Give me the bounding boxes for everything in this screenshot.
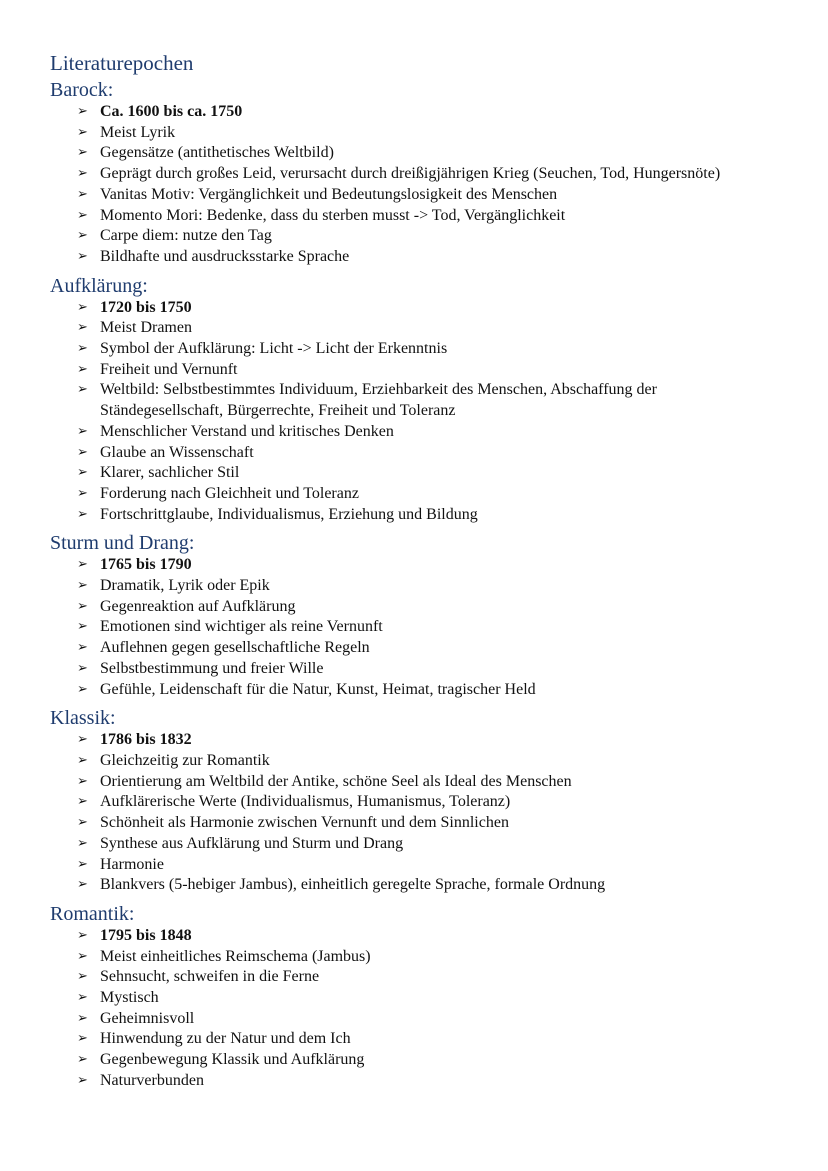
list-item: ➢ Gefühle, Leidenschaft für die Natur, Kunst, Heimat, tragischer Held bbox=[50, 680, 790, 701]
list-item: ➢ Menschlicher Verstand und kritisches Denken bbox=[50, 422, 790, 443]
list-item: ➢ Aufklärerische Werte (Individualismus, Humanismus, Toleranz) bbox=[50, 792, 790, 813]
list-item: ➢ Geprägt durch großes Leid, verursacht durch dreißigjährigen Krieg (Seuchen, Tod, Hungersnöte) bbox=[50, 164, 790, 185]
list-item: ➢ Momento Mori: Bedenke, dass du sterben musst -> Tod, Vergänglichkeit bbox=[50, 206, 790, 227]
arrowhead-bullet-icon: ➢ bbox=[77, 145, 88, 161]
arrowhead-bullet-icon: ➢ bbox=[77, 619, 88, 635]
list-item: ➢ Sehnsucht, schweifen in die Ferne bbox=[50, 967, 790, 988]
list-item: ➢ Hinwendung zu der Natur und dem Ich bbox=[50, 1029, 790, 1050]
bullet-list bbox=[50, 555, 790, 700]
document-page bbox=[50, 50, 790, 1098]
arrowhead-bullet-icon: ➢ bbox=[77, 877, 88, 893]
arrowhead-bullet-icon: ➢ bbox=[77, 382, 88, 398]
list-item: ➢ 1795 bis 1848 bbox=[50, 926, 790, 947]
list-item: ➢ Gleichzeitig zur Romantik bbox=[50, 751, 790, 772]
list-item: ➢ Schönheit als Harmonie zwischen Vernunft und dem Sinnlichen bbox=[50, 813, 790, 834]
list-item: ➢ 1765 bis 1790 bbox=[50, 555, 790, 576]
arrowhead-bullet-icon: ➢ bbox=[77, 969, 88, 985]
list-item: ➢ Fortschrittglaube, Individualismus, Erziehung und Bildung bbox=[50, 505, 790, 526]
list-item: ➢ 1720 bis 1750 bbox=[50, 298, 790, 319]
section-heading: Klassik: bbox=[50, 707, 116, 730]
list-item: ➢ Gegenbewegung Klassik und Aufklärung bbox=[50, 1050, 790, 1071]
section-heading: Romantik: bbox=[50, 902, 135, 925]
bullet-list bbox=[50, 102, 790, 268]
arrowhead-bullet-icon: ➢ bbox=[77, 248, 88, 264]
arrowhead-bullet-icon: ➢ bbox=[77, 320, 88, 336]
list-item: ➢ Carpe diem: nutze den Tag bbox=[50, 226, 790, 247]
list-item: ➢ Auflehnen gegen gesellschaftliche Regeln bbox=[50, 638, 790, 659]
section-barock bbox=[50, 78, 790, 268]
list-item-continuation: Ständegesellschaft, Bürgerrechte, Freiheit und Toleranz bbox=[100, 402, 456, 420]
arrowhead-bullet-icon: ➢ bbox=[77, 598, 88, 614]
arrowhead-bullet-icon: ➢ bbox=[77, 835, 88, 851]
arrowhead-bullet-icon: ➢ bbox=[77, 444, 88, 460]
list-item: ➢ Naturverbunden bbox=[50, 1071, 790, 1092]
section-romantik bbox=[50, 902, 790, 1092]
list-item: ➢ Dramatik, Lyrik oder Epik bbox=[50, 576, 790, 597]
arrowhead-bullet-icon: ➢ bbox=[77, 1052, 88, 1068]
arrowhead-bullet-icon: ➢ bbox=[77, 990, 88, 1006]
arrowhead-bullet-icon: ➢ bbox=[77, 186, 88, 202]
arrowhead-bullet-icon: ➢ bbox=[77, 578, 88, 594]
arrowhead-bullet-icon: ➢ bbox=[77, 361, 88, 377]
arrowhead-bullet-icon: ➢ bbox=[77, 732, 88, 748]
arrowhead-bullet-icon: ➢ bbox=[77, 557, 88, 573]
list-item: ➢ Forderung nach Gleichheit und Toleranz bbox=[50, 484, 790, 505]
arrowhead-bullet-icon: ➢ bbox=[77, 124, 88, 140]
list-item: ➢ Blankvers (5-hebiger Jambus), einheitlich geregelte Sprache, formale Ordnung bbox=[50, 875, 790, 896]
list-item: ➢ Symbol der Aufklärung: Licht -> Licht der Erkenntnis bbox=[50, 339, 790, 360]
arrowhead-bullet-icon: ➢ bbox=[77, 794, 88, 810]
list-item: ➢ Freiheit und Vernunft bbox=[50, 360, 790, 381]
section-aufklaerung bbox=[50, 274, 790, 526]
list-item: ➢ Selbstbestimmung und freier Wille bbox=[50, 659, 790, 680]
arrowhead-bullet-icon: ➢ bbox=[77, 341, 88, 357]
document-title: Literaturepochen bbox=[50, 51, 194, 75]
section-heading: Sturm und Drang: bbox=[50, 532, 195, 555]
list-item: ➢ 1786 bis 1832 bbox=[50, 730, 790, 751]
section-klassik bbox=[50, 706, 790, 896]
arrowhead-bullet-icon: ➢ bbox=[77, 681, 88, 697]
arrowhead-bullet-icon: ➢ bbox=[77, 207, 88, 223]
list-item: ➢ Harmonie bbox=[50, 855, 790, 876]
list-item: ➢ Ca. 1600 bis ca. 1750 bbox=[50, 102, 790, 123]
list-item: ➢ Meist einheitliches Reimschema (Jambus) bbox=[50, 947, 790, 968]
list-item: ➢ Weltbild: Selbstbestimmtes Individuum, Erziehbarkeit des Menschen, Abschaffung der Ständegesellschaft, Bürgerrechte, Freiheit und Toleranz bbox=[77, 381, 657, 420]
list-item: ➢ Klarer, sachlicher Stil bbox=[50, 463, 790, 484]
arrowhead-bullet-icon: ➢ bbox=[77, 423, 88, 439]
arrowhead-bullet-icon: ➢ bbox=[77, 856, 88, 872]
arrowhead-bullet-icon: ➢ bbox=[77, 1072, 88, 1088]
list-item: ➢ Geheimnisvoll bbox=[50, 1009, 790, 1030]
arrowhead-bullet-icon: ➢ bbox=[77, 660, 88, 676]
arrowhead-bullet-icon: ➢ bbox=[77, 506, 88, 522]
section-heading: Aufklärung: bbox=[50, 274, 148, 297]
list-item: ➢ Vanitas Motiv: Vergänglichkeit und Bedeutungslosigkeit des Menschen bbox=[50, 185, 790, 206]
list-item: ➢ Glaube an Wissenschaft bbox=[50, 443, 790, 464]
section-heading: Barock: bbox=[50, 79, 114, 101]
list-item: ➢ Meist Lyrik bbox=[50, 123, 790, 144]
list-item: ➢ Gegenreaktion auf Aufklärung bbox=[50, 597, 790, 618]
section-sturm-und-drang bbox=[50, 531, 790, 700]
list-item: ➢ Mystisch bbox=[50, 988, 790, 1009]
arrowhead-bullet-icon: ➢ bbox=[77, 640, 88, 656]
list-item: ➢ Orientierung am Weltbild der Antike, schöne Seel als Ideal des Menschen bbox=[50, 772, 790, 793]
arrowhead-bullet-icon: ➢ bbox=[77, 485, 88, 501]
arrowhead-bullet-icon: ➢ bbox=[77, 773, 88, 789]
arrowhead-bullet-icon: ➢ bbox=[77, 465, 88, 481]
arrowhead-bullet-icon: ➢ bbox=[77, 299, 88, 315]
list-item: ➢ Bildhafte und ausdrucksstarke Sprache bbox=[50, 247, 790, 268]
arrowhead-bullet-icon: ➢ bbox=[77, 752, 88, 768]
arrowhead-bullet-icon: ➢ bbox=[77, 927, 88, 943]
arrowhead-bullet-icon: ➢ bbox=[77, 1010, 88, 1026]
bullet-list bbox=[50, 926, 790, 1092]
list-item: ➢ Gegensätze (antithetisches Weltbild) bbox=[50, 143, 790, 164]
list-item: ➢ Meist Dramen bbox=[50, 318, 790, 339]
arrowhead-bullet-icon: ➢ bbox=[77, 104, 88, 119]
arrowhead-bullet-icon: ➢ bbox=[77, 948, 88, 964]
bullet-list bbox=[50, 298, 790, 526]
arrowhead-bullet-icon: ➢ bbox=[77, 166, 88, 182]
list-item: ➢ Emotionen sind wichtiger als reine Vernunft bbox=[50, 617, 790, 638]
arrowhead-bullet-icon: ➢ bbox=[77, 815, 88, 831]
arrowhead-bullet-icon: ➢ bbox=[77, 1031, 88, 1047]
list-item: ➢ Synthese aus Aufklärung und Sturm und Drang bbox=[50, 834, 790, 855]
bullet-list bbox=[50, 730, 790, 896]
arrowhead-bullet-icon: ➢ bbox=[77, 228, 88, 244]
